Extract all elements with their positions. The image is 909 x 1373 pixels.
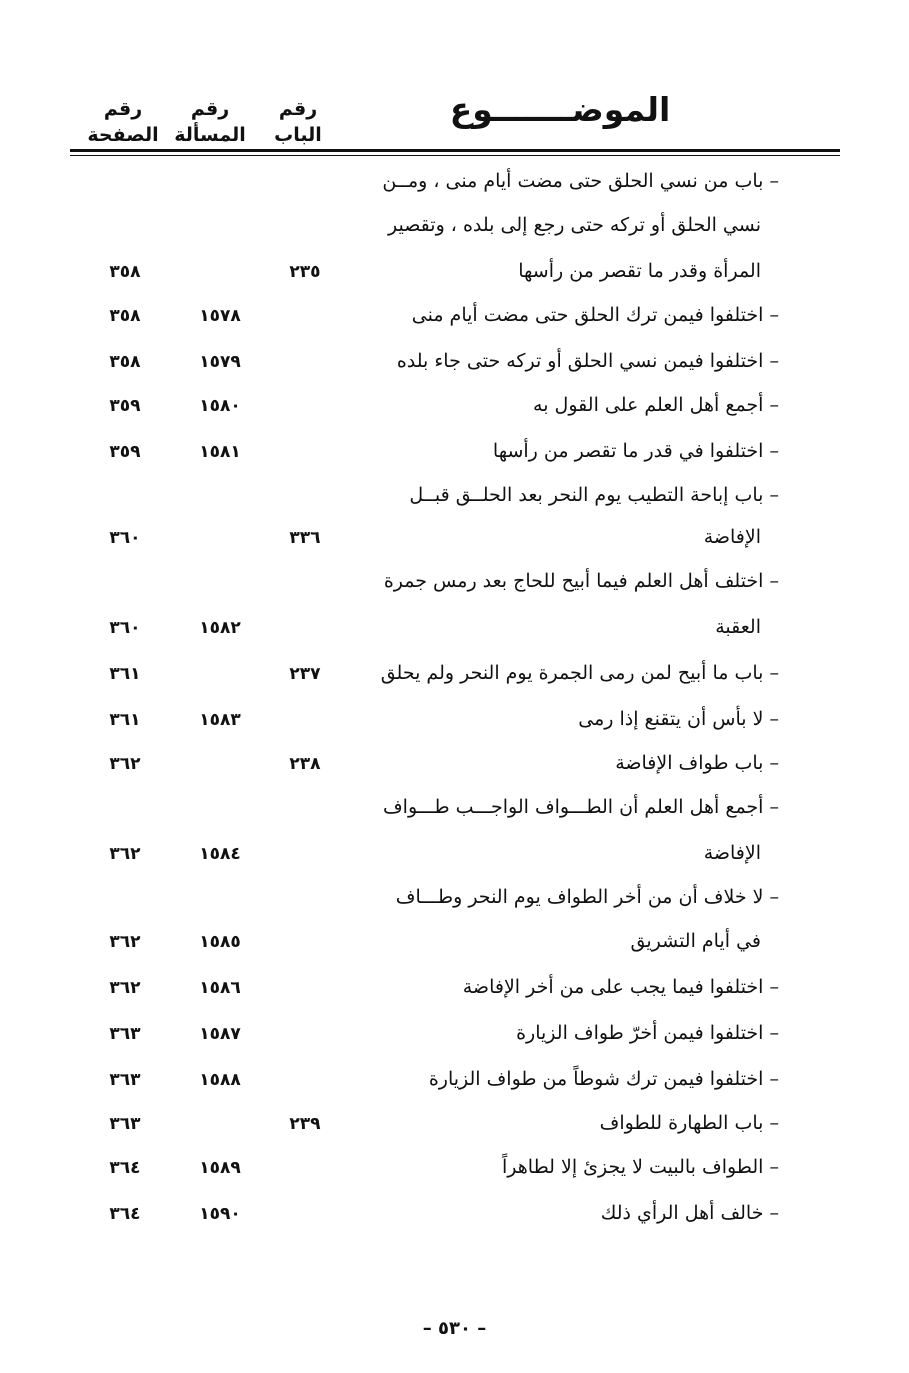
column-header-bab-line1: رقم: [278, 98, 318, 120]
index-entry: [0, 208, 909, 252]
index-entry: [0, 1106, 909, 1150]
index-entry-text: – أجمع أهل العلم على القول به: [533, 394, 779, 416]
index-entry-text: – اختلفوا في قدر ما تقصر من رأسها: [492, 440, 779, 462]
index-entry: [0, 610, 909, 654]
index-entry: [0, 564, 909, 608]
issue-number: ١٥٧٨: [199, 306, 241, 326]
index-entry-text: – أجمع أهل العلم أن الطـــواف الواجـــب طـــواف: [382, 796, 779, 818]
index-entry: [0, 970, 909, 1014]
page-ref: ٣٥٩: [109, 442, 141, 462]
index-entry: [0, 1016, 909, 1060]
page-ref: ٣٥٨: [109, 352, 141, 372]
chapter-number: ٣٣٦: [289, 528, 321, 548]
index-entry: [0, 520, 909, 564]
page-ref: ٣٦٢: [109, 978, 141, 998]
index-entry: [0, 924, 909, 968]
page-ref: ٣٦١: [109, 710, 141, 730]
index-entry-text: – اختلفوا فيمن أخرّ طواف الزيارة: [516, 1022, 779, 1044]
index-entry: [0, 164, 909, 208]
page-ref: ٣٦٢: [109, 844, 141, 864]
chapter-number: ٢٣٧: [289, 664, 321, 684]
page-ref: ٣٦٢: [109, 754, 141, 774]
page-ref: ٣٦٢: [109, 932, 141, 952]
index-entry: [0, 790, 909, 834]
page-ref: ٣٦٠: [109, 528, 141, 548]
column-header-safha: [78, 96, 168, 148]
page-ref: ٣٦٣: [109, 1114, 141, 1134]
chapter-number: ٢٣٩: [289, 1114, 321, 1134]
page-number: – ٥٣٠ –: [422, 1318, 487, 1339]
index-entry: [0, 656, 909, 700]
page-ref: ٣٥٩: [109, 396, 141, 416]
issue-number: ١٥٨٤: [199, 844, 241, 864]
index-entry-text: المرأة وقدر ما تقصر من رأسها: [518, 260, 761, 282]
index-entry: [0, 880, 909, 924]
index-entry-text: نسي الحلق أو تركه حتى رجع إلى بلده ، وتقصير: [387, 214, 761, 236]
column-header-masala-line2: المسألة: [174, 124, 246, 146]
column-header-masala: [165, 96, 255, 148]
index-entry-text: – باب ما أبيح لمن رمى الجمرة يوم النحر ولم يحلق: [380, 662, 779, 684]
index-entries: [0, 160, 909, 1280]
index-entry-text: – باب طواف الإفاضة: [615, 752, 779, 774]
index-entry-text: – باب الطهارة للطواف: [599, 1112, 779, 1134]
index-entry-text: – لا بأس أن يتقنع إذا رمى: [578, 708, 779, 730]
index-entry-text: العقبة: [715, 616, 761, 638]
index-entry-text: – خالف أهل الرأي ذلك: [600, 1202, 779, 1224]
index-entry-text: – الطواف بالبيت لا يجزئ إلا لطاهراً: [502, 1156, 779, 1178]
index-entry: [0, 388, 909, 432]
index-entry-text: – اختلف أهل العلم فيما أبيح للحاج بعد رمس جمرة: [383, 570, 779, 592]
page-ref: ٣٦٣: [109, 1070, 141, 1090]
page-ref: ٣٥٨: [109, 262, 141, 282]
header-rule-thin: [70, 155, 840, 156]
issue-number: ١٥٧٩: [199, 352, 241, 372]
index-entry: [0, 702, 909, 746]
issue-number: ١٥٨١: [199, 442, 241, 462]
chapter-number: ٢٣٨: [289, 754, 321, 774]
column-header-bab: [258, 96, 338, 148]
index-entry-text: – باب إباحة التطيب يوم النحر بعد الحلــق قبــل: [409, 484, 779, 506]
issue-number: ١٥٨٣: [199, 710, 241, 730]
issue-number: ١٥٨٩: [199, 1158, 241, 1178]
issue-number: ١٥٨٨: [199, 1070, 241, 1090]
chapter-number: ٢٣٥: [289, 262, 321, 282]
column-header-safha-line1: رقم: [103, 98, 143, 120]
index-entry: [0, 478, 909, 522]
index-entry-text: – اختلفوا فيما يجب على من أخر الإفاضة: [462, 976, 779, 998]
header-rule-thick: [70, 149, 840, 152]
index-entry-text: في أيام التشريق: [630, 930, 761, 952]
page-ref: ٣٦٤: [109, 1204, 141, 1224]
index-entry: [0, 344, 909, 388]
column-header-masala-line1: رقم: [190, 98, 230, 120]
issue-number: ١٥٨٥: [199, 932, 241, 952]
issue-number: ١٥٨٢: [199, 618, 241, 638]
index-entry: [0, 1150, 909, 1194]
issue-number: ١٥٨٦: [199, 978, 241, 998]
column-header-bab-line2: الباب: [274, 124, 322, 146]
index-entry-text: – باب من نسي الحلق حتى مضت أيام منى ، ومــن: [382, 170, 779, 192]
index-entry-text: الإفاضة: [703, 842, 761, 864]
index-entry-text: – اختلفوا فيمن ترك الحلق حتى مضت أيام منى: [411, 304, 779, 326]
column-header-safha-line2: الصفحة: [87, 124, 159, 146]
index-entry-text: – لا خلاف أن من أخر الطواف يوم النحر وطـــاف: [395, 886, 779, 908]
issue-number: ١٥٩٠: [199, 1204, 241, 1224]
page-ref: ٣٦٠: [109, 618, 141, 638]
page-ref: ٣٦٤: [109, 1158, 141, 1178]
page-ref: ٣٥٨: [109, 306, 141, 326]
index-entry: [0, 298, 909, 342]
index-entry: [0, 746, 909, 790]
index-entry: [0, 434, 909, 478]
index-entry-text: – اختلفوا فيمن ترك شوطاً من طواف الزيارة: [428, 1068, 779, 1090]
index-entry: [0, 836, 909, 880]
page-ref: ٣٦٣: [109, 1024, 141, 1044]
page-title: الموضـــــــوع: [449, 90, 671, 129]
index-entry-text: – اختلفوا فيمن نسي الحلق أو تركه حتى جاء بلده: [396, 350, 779, 372]
index-entry-text: الإفاضة: [703, 526, 761, 548]
index-entry: [0, 1062, 909, 1106]
issue-number: ١٥٨٠: [199, 396, 241, 416]
page-ref: ٣٦١: [109, 664, 141, 684]
index-entry: [0, 254, 909, 298]
issue-number: ١٥٨٧: [199, 1024, 241, 1044]
index-entry: [0, 1196, 909, 1240]
